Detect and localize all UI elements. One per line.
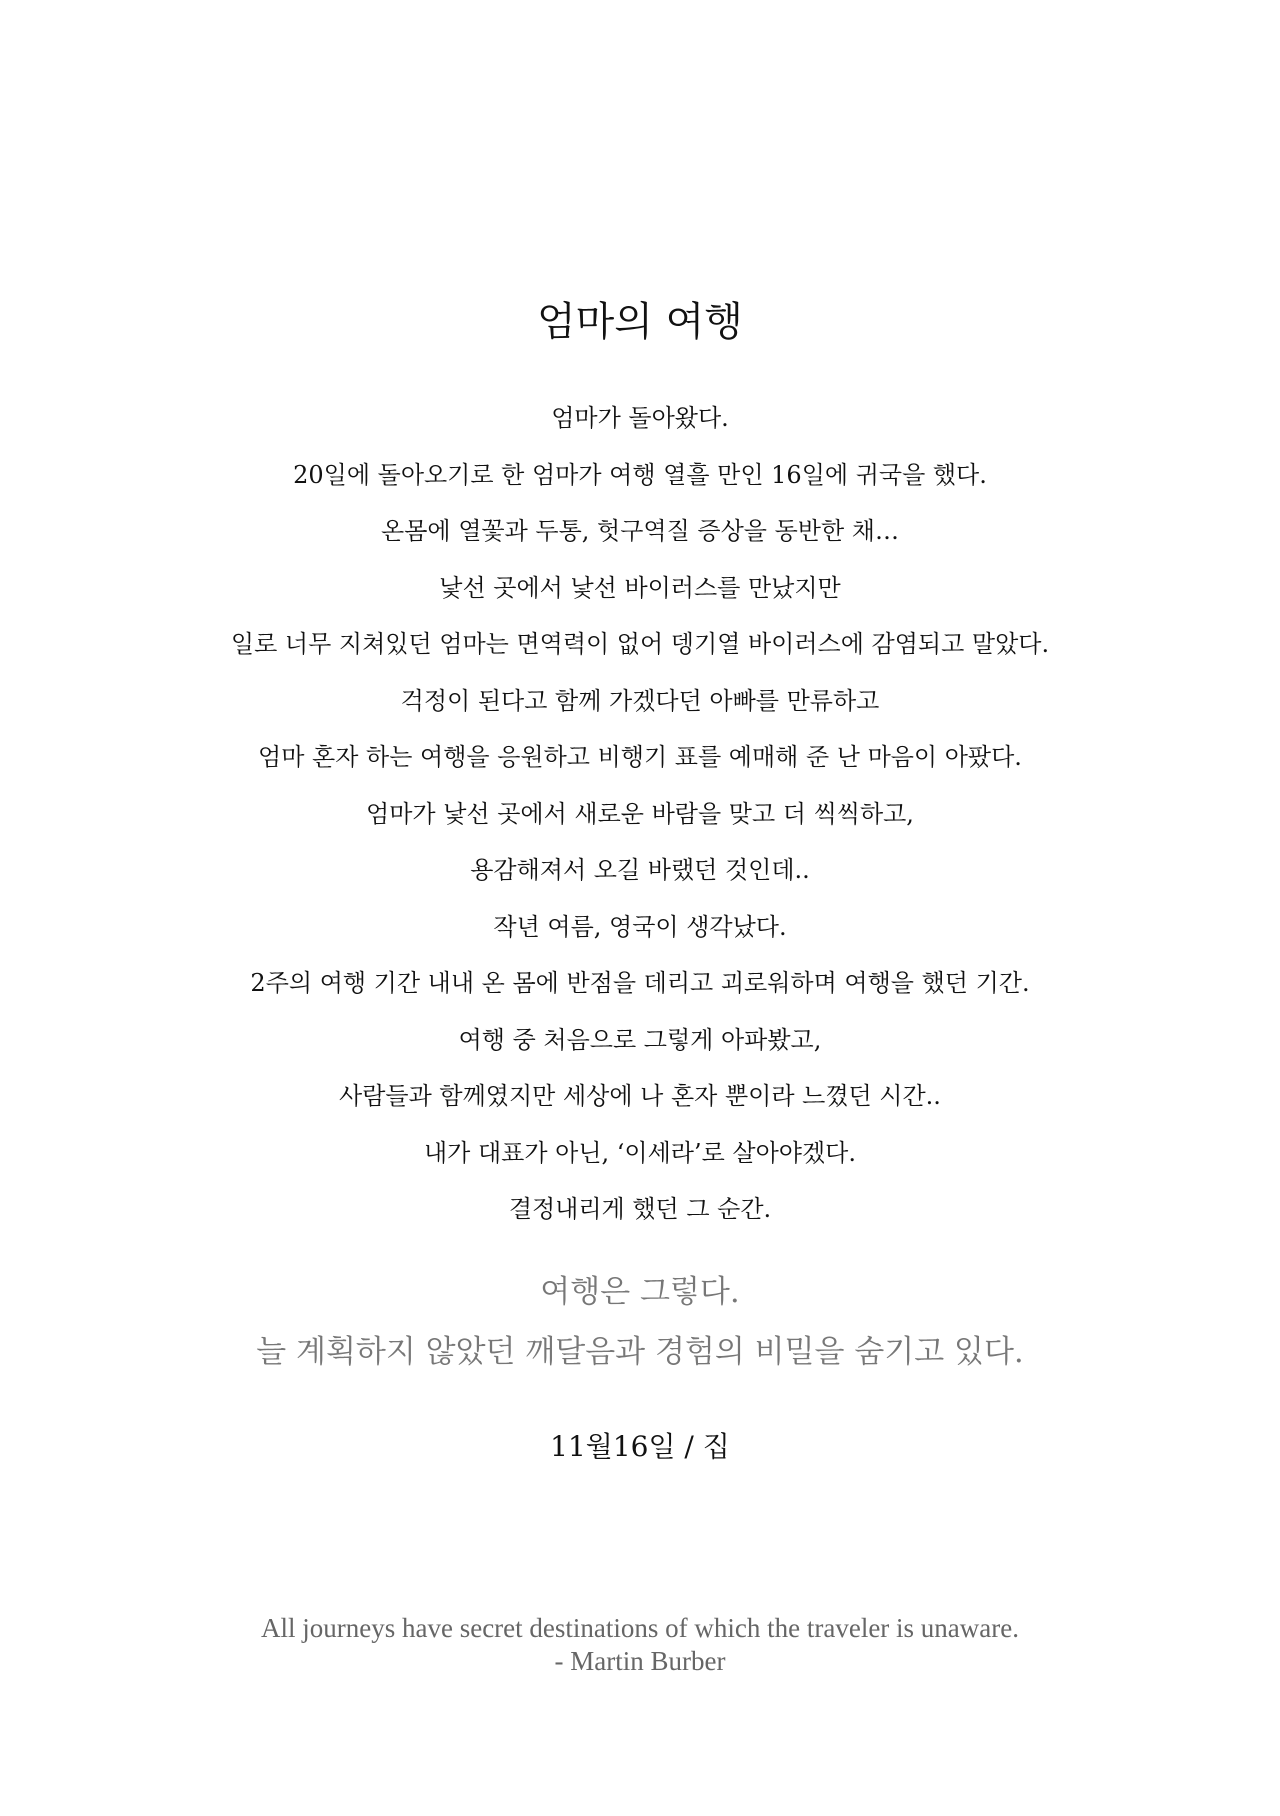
reflection-block: [0, 1262, 1280, 1382]
date-place: 11월16일 / 집: [550, 1430, 730, 1463]
poem-line: 엄마 혼자 하는 여행을 응원하고 비행기 표를 예매해 준 난 마음이 아팠다.: [258, 743, 1022, 771]
poem-line: 일로 너무 지쳐있던 엄마는 면역력이 없어 뎅기열 바이러스에 감염되고 말았다.: [230, 630, 1050, 658]
poem-line: 엄마가 돌아왔다.: [551, 404, 729, 432]
poem-line: 용감해져서 오길 바랬던 것인데..: [470, 856, 810, 884]
quote-author: - Martin Burber: [554, 1646, 726, 1676]
document-title: 엄마의 여행: [537, 299, 743, 345]
poem-line: 내가 대표가 아닌, ‘이세라’로 살아야겠다.: [424, 1138, 856, 1167]
poem-line: 온몸에 열꽃과 두통, 헛구역질 증상을 동반한 채…: [381, 517, 899, 545]
poem-line: 결정내리게 했던 그 순간.: [508, 1195, 772, 1223]
reflection-line-1: 여행은 그렇다.: [540, 1274, 740, 1310]
poem-line: 엄마가 낯선 곳에서 새로운 바람을 맞고 더 씩씩하고,: [366, 799, 914, 828]
quote-block: [0, 1612, 1280, 1678]
poem-line: 낯선 곳에서 낯선 바이러스를 만났지만: [439, 573, 841, 602]
quote-text: All journeys have secret destinations of which the traveler is unaware.: [261, 1613, 1019, 1643]
reflection-line-2: 늘 계획하지 않았던 깨달음과 경험의 비밀을 숨기고 있다.: [256, 1334, 1024, 1370]
poem-line: 걱정이 된다고 함께 가겠다던 아빠를 만류하고: [400, 686, 880, 715]
poem-line: 작년 여름, 영국이 생각났다.: [493, 912, 787, 941]
poem-line: 2주의 여행 기간 내내 온 몸에 반점을 데리고 괴로워하며 여행을 했던 기간.: [250, 969, 1030, 997]
poem-line: 여행 중 처음으로 그렇게 아파봤고,: [458, 1025, 822, 1054]
poem-body: [0, 390, 1280, 1238]
poem-line: 20일에 돌아오기로 한 엄마가 여행 열흘 만인 16일에 귀국을 했다.: [293, 460, 987, 489]
poem-line: 사람들과 함께였지만 세상에 나 혼자 뿐이라 느꼈던 시간..: [339, 1082, 941, 1110]
